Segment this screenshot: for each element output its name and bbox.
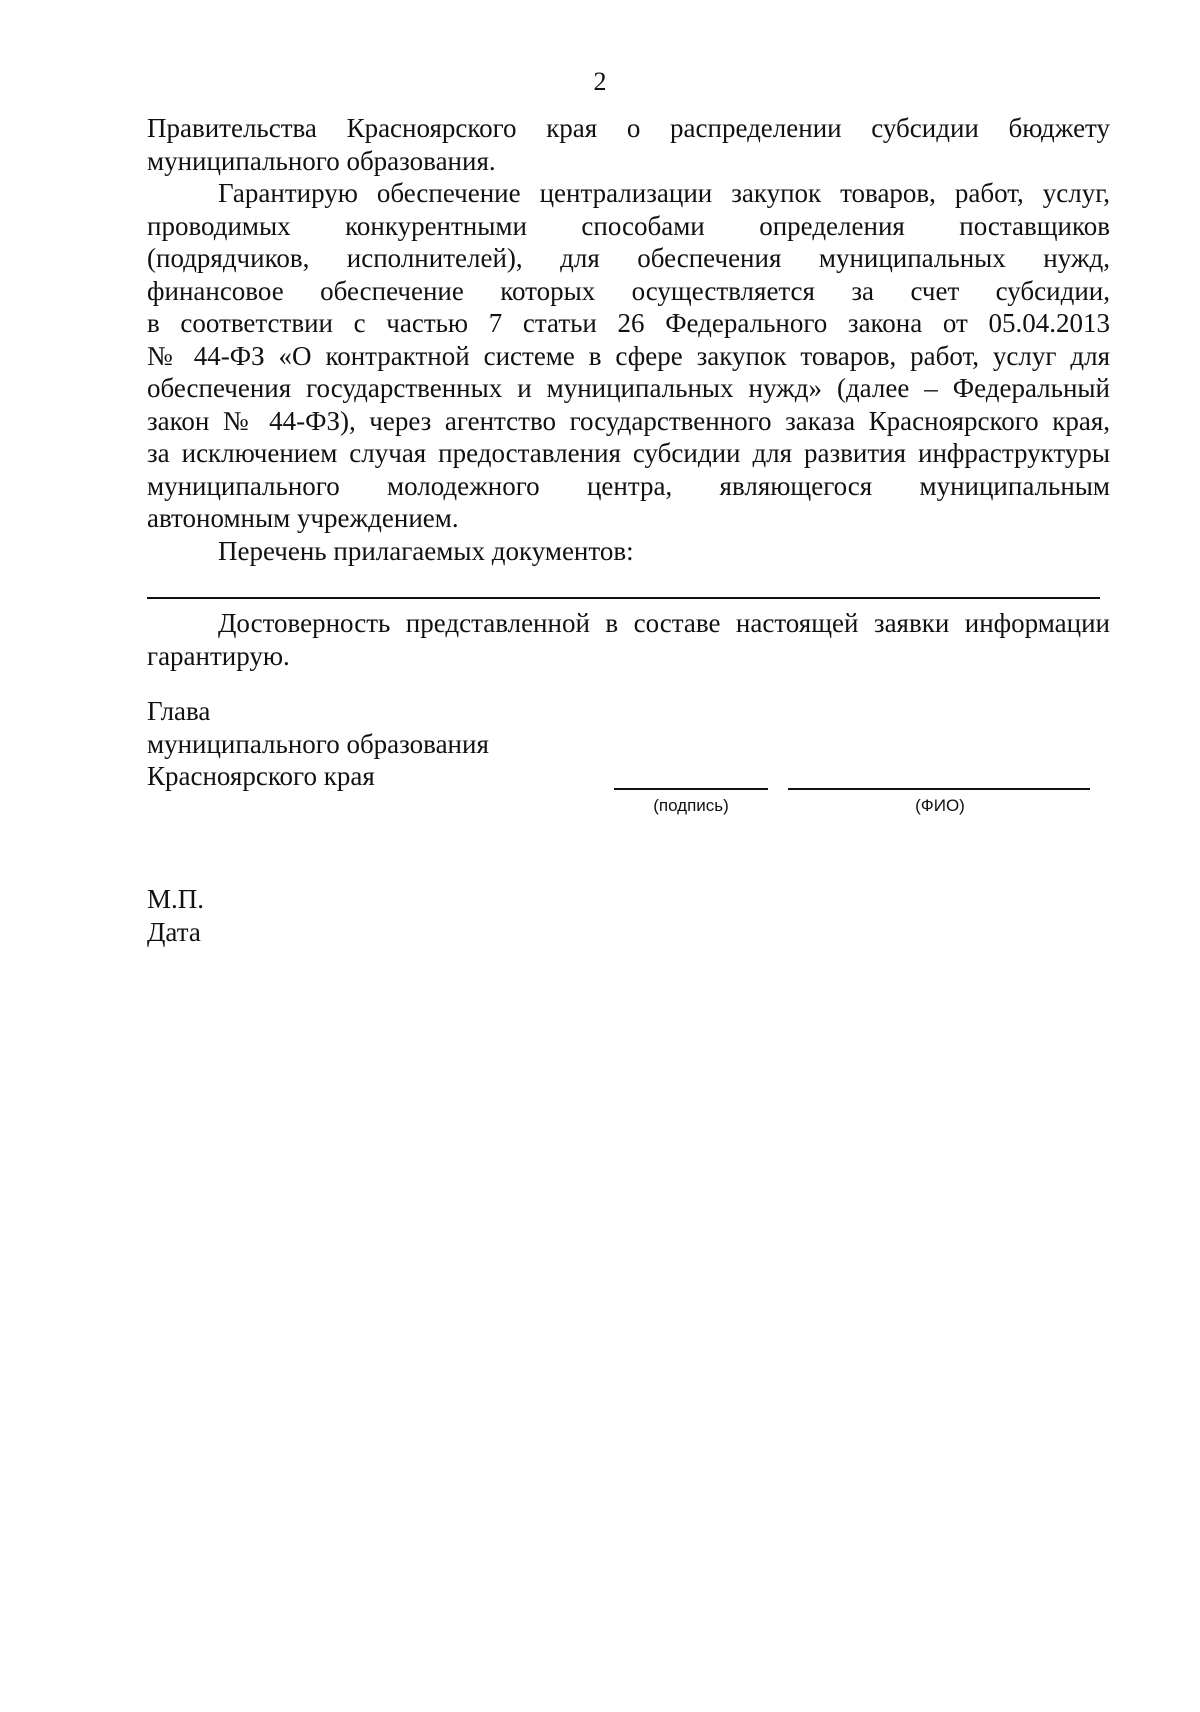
attachments-label: Перечень прилагаемых документов: xyxy=(218,535,634,566)
body-text xyxy=(147,112,1110,567)
signature-caption: (подпись) xyxy=(653,796,729,815)
guarantee-line: финансовое обеспечение которых осуществляется за счет субсидии, xyxy=(147,275,1110,306)
date-label: Дата xyxy=(147,916,201,947)
guarantee-line: муниципального молодежного центра, являющегося муниципальным xyxy=(147,470,1110,501)
guarantee-line: № 44-ФЗ «О контрактной системе в сфере закупок товаров, работ, услуг для xyxy=(147,340,1110,371)
assurance-text xyxy=(147,607,1110,672)
intro-line: муниципального образования. xyxy=(147,145,496,176)
stamp-block xyxy=(147,883,204,948)
signatory-line: Глава xyxy=(147,696,211,726)
name-caption: (ФИО) xyxy=(915,796,965,815)
attachments-rule xyxy=(147,597,1100,599)
name-line xyxy=(788,788,1090,790)
guarantee-line: обеспечения государственных и муниципальных нужд» (далее – Федеральный xyxy=(147,373,1110,403)
guarantee-line: в соответствии с частью 7 статьи 26 Федерального закона от 05.04.2013 xyxy=(147,308,1110,338)
signatory-title xyxy=(147,695,489,793)
assurance-line: гарантирую. xyxy=(147,640,290,671)
assurance-line: Достоверность представленной в составе настоящей заявки информации xyxy=(218,608,1110,638)
intro-line: Правительства Красноярского края о распределении субсидии бюджету xyxy=(147,113,1110,143)
seal-label: М.П. xyxy=(147,884,205,914)
guarantee-line: проводимых конкурентными способами определения поставщиков xyxy=(147,210,1110,241)
signature-line xyxy=(614,788,768,790)
guarantee-line: Гарантирую обеспечение централизации закупок товаров, работ, услуг, xyxy=(218,178,1110,208)
guarantee-line: закон № 44-ФЗ), через агентство государственного заказа Красноярского края, xyxy=(147,405,1110,436)
signatory-line: Красноярского края xyxy=(147,761,375,791)
guarantee-line: за исключением случая предоставления субсидии для развития инфраструктуры xyxy=(147,438,1110,468)
signatory-line: муниципального образования xyxy=(147,728,489,759)
guarantee-line: автономным учреждением. xyxy=(147,503,459,533)
page-number: 2 xyxy=(593,67,607,96)
guarantee-line: (подрядчиков, исполнителей), для обеспечения муниципальных нужд, xyxy=(147,243,1110,273)
